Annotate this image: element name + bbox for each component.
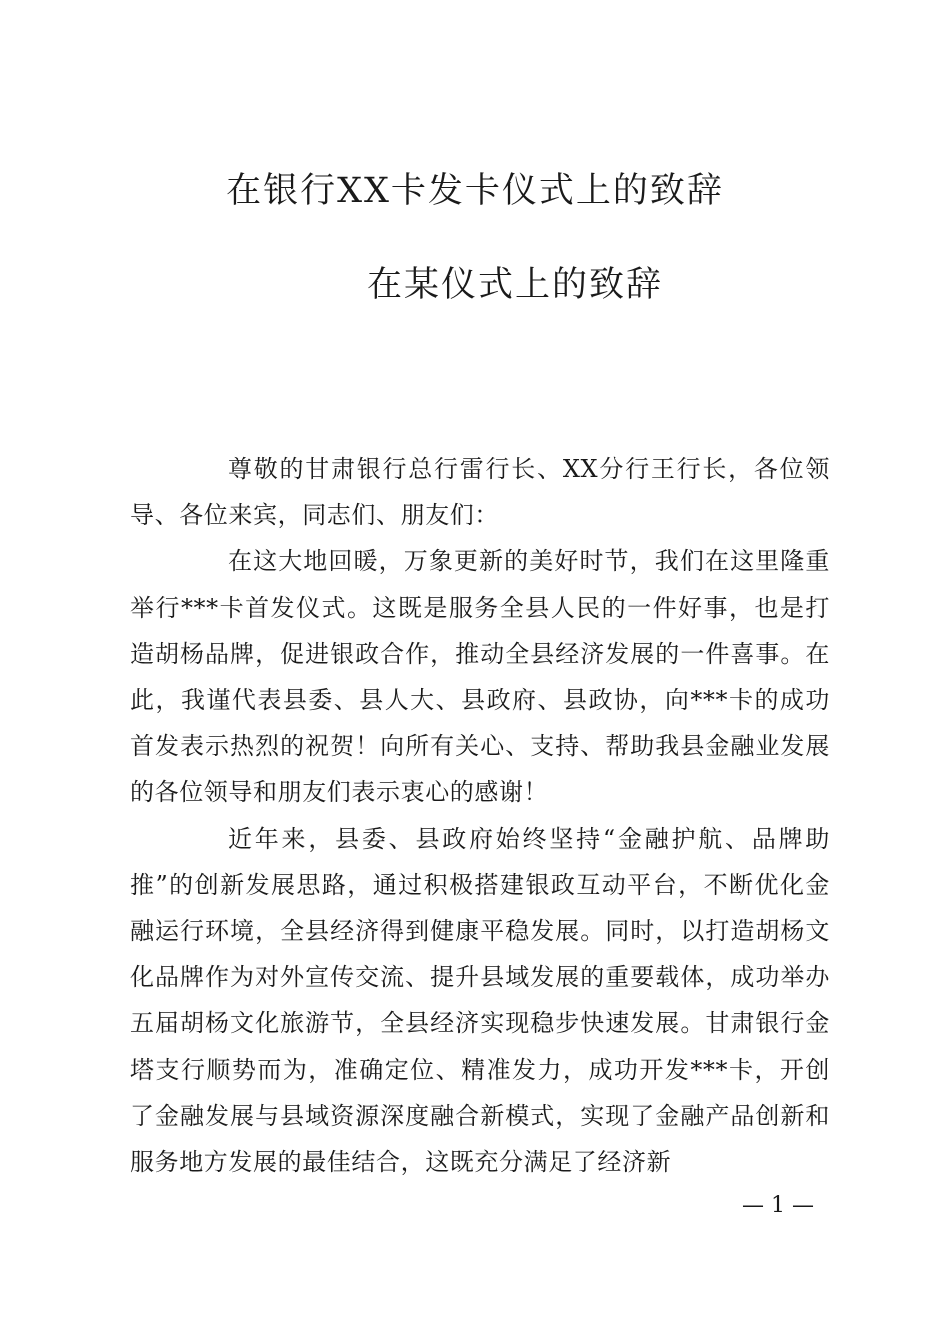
page-number: — 1 — [742, 1193, 814, 1218]
document-body [130, 446, 830, 1185]
paragraph-1: 在这大地回暖，万象更新的美好时节，我们在这里隆重举行***卡首发仪式。这既是服务全县人民的一件好事，也是打造胡杨品牌，促进银政合作，推动全县经济发展的一件喜事。在此，我谨代表县委、县人大、县政府、县政协，向***卡的成功首发表示热烈的祝贺！向所有关心、支持、帮助我县金融业发展的各位领导和朋友们表示衷心的感谢！ [130, 547, 830, 807]
document-title: 在银行XX卡发卡仪式上的致辞 [226, 171, 724, 211]
paragraph-2: 近年来，县委、县政府始终坚持“金融护航、品牌助推”的创新发展思路，通过积极搭建银政互动平台，不断优化金融运行环境，全县经济得到健康平稳发展。同时，以打造胡杨文化品牌作为对外宣传交流、提升县域发展的重要载体，成功举办五届胡杨文化旅游节，全县经济实现稳步快速发展。甘肃银行金塔支行顺势而为，准确定位、精准发力，成功开发***卡，开创了金融发展与县域资源深度融合新模式，实现了金融产品创新和服务地方发展的最佳结合，这既充分满足了经济新 [130, 824, 830, 1177]
document-subtitle: 在某仪式上的致辞 [366, 265, 663, 305]
salutation: 尊敬的甘肃银行总行雷行长、XX分行王行长，各位领导、各位来宾，同志们、朋友们： [130, 455, 830, 530]
